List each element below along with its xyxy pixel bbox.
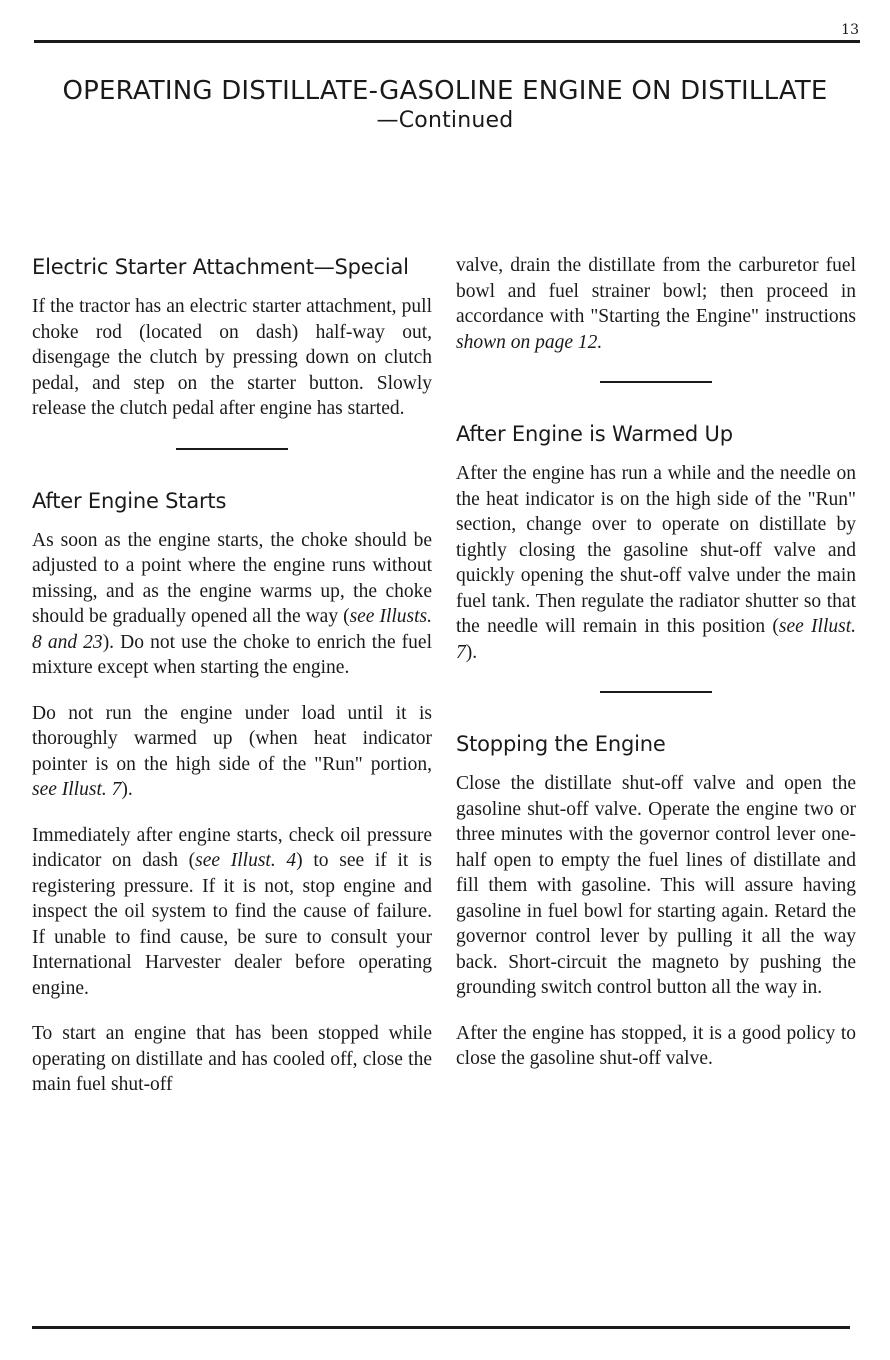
text-span: After the engine has run a while and the needle on the heat indicator is on the high side of the "Run" section, change over to operate on distillate by tightly closing the gasoline shut-off valve and quickly opening the shut-off valve under the main fuel tank. Then regulate the radiator shutter so that the needle will remain in this position (: [456, 463, 856, 637]
illustration-reference: see Illust. 4: [195, 850, 297, 871]
text-span: Do not run the engine under load until it is thoroughly warmed up (when heat indicator pointer is on the high side of the "Run" portion,: [32, 702, 432, 775]
right-column: [456, 253, 856, 1092]
heading-after-engine-starts: After Engine Starts: [32, 488, 227, 513]
paragraph-warm-up: [32, 701, 432, 803]
section-divider: [176, 448, 288, 450]
paragraph-stopping: Close the distillate shut-off valve and open the gasoline shut-off valve. Operate the engine two or three minutes with the governor control lever one-half open to empty the fuel lines of distillate and fill them with gasoline. This will assure having gasoline in fuel bowl for starting again. Retard the governor control lever by pulling it all the way back. Short-circuit the magneto by pushing the grounding switch control button all the way in.: [456, 773, 856, 998]
top-rule: [34, 40, 860, 43]
text-span: Immediately after engine starts, check oil pressure indicator on dash (: [32, 824, 432, 871]
illustration-reference: see Illust. 7: [32, 779, 122, 800]
paragraph-change-over: [456, 461, 856, 665]
text-span: ).: [121, 779, 133, 800]
text-span: ). Do not use the choke to enrich the fuel mixture except when starting the engine.: [32, 631, 433, 678]
page-title-continued: —Continued: [376, 108, 514, 133]
heading-stopping-engine: Stopping the Engine: [456, 732, 666, 756]
left-column: [32, 252, 432, 1118]
text-span: ) to see if it is registering pressure. If it is not, stop engine and inspect the oil system to find the cause of failure. If unable to find cause, be sure to consult your International Harvester dealer before operating engine.: [32, 850, 432, 999]
paragraph-oil-pressure: [32, 823, 432, 1002]
paragraph-restart-cooled: To start an engine that has been stopped while operating on distillate and has cooled off, close the main fuel shut-off: [32, 1023, 432, 1095]
section-divider: [600, 381, 712, 383]
paragraph-choke-adjust: [32, 528, 432, 681]
section-divider: [600, 691, 712, 693]
text-span: As soon as the engine starts, the choke should be adjusted to a point where the engine runs without missing, and as the engine warms up, the choke should be gradually opened all the way (: [32, 529, 432, 627]
heading-electric-starter: Electric Starter Attachment—Special: [32, 255, 409, 279]
paragraph-close-valve: After the engine has stopped, it is a good policy to close the gasoline shut-off valve.: [456, 1022, 856, 1069]
illustration-reference: see Illust. 7: [456, 616, 857, 663]
paragraph-electric-starter: If the tractor has an electric starter attachment, pull choke rod (located on dash) half-way out, disengage the clutch by pressing down on clutch pedal, and step on the starter button. Slowly release the clutch pedal after engine has started.: [32, 296, 432, 419]
text-span: valve, drain the distillate from the carburetor fuel bowl and fuel strainer bowl; then proceed in accordance with "Starting the Engine" instructions: [456, 255, 856, 327]
page-title-main: OPERATING DISTILLATE-GASOLINE ENGINE ON DISTILLATE: [62, 76, 828, 106]
bottom-rule: [32, 1326, 850, 1329]
page-number: 13: [841, 22, 859, 38]
paragraph-continuation: [456, 253, 856, 355]
text-span: ).: [465, 641, 478, 663]
page-reference: shown on page 12.: [456, 331, 603, 353]
illustration-reference: see Illusts. 8 and 23: [32, 606, 432, 653]
heading-after-warmed-up: After Engine is Warmed Up: [456, 422, 733, 446]
page-title: [0, 75, 890, 135]
